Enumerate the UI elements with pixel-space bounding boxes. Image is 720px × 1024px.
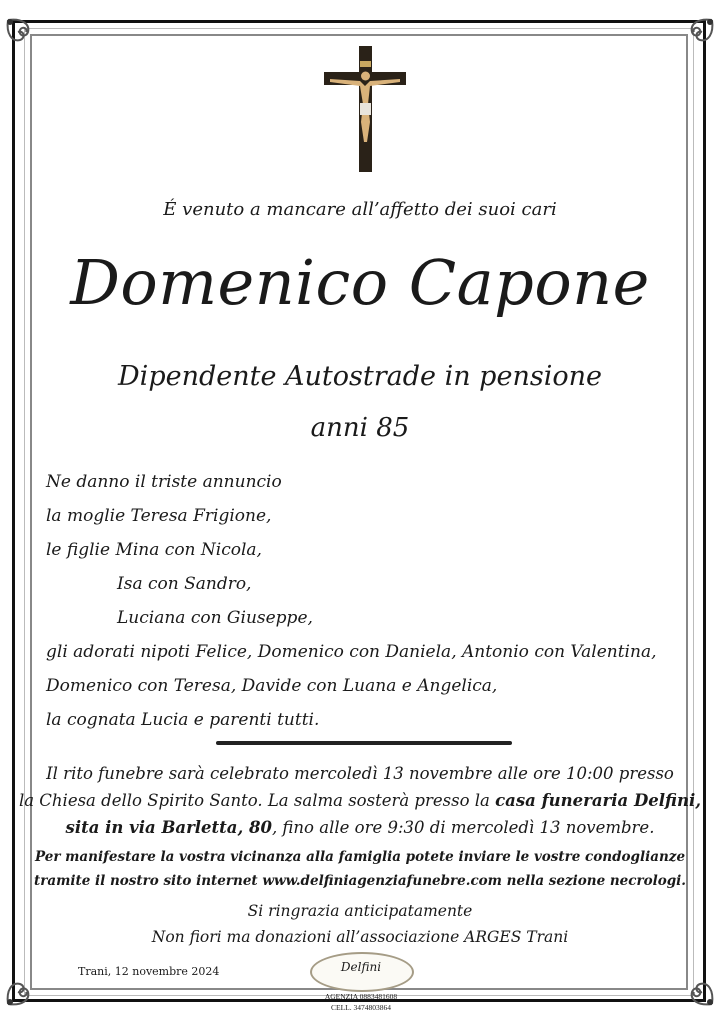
deceased-name: Domenico Capone bbox=[70, 246, 650, 319]
announcement-line: la cognata Lucia e parenti tutti. bbox=[46, 710, 320, 730]
logo-text: Delfini bbox=[340, 960, 382, 974]
corner-ornament-icon bbox=[668, 960, 718, 1010]
condolences-line: tramite il nostro sito internet www.delfiniagenziafunebre.com nella sezione necrologi. bbox=[33, 873, 687, 889]
announcement-line: Luciana con Giuseppe, bbox=[117, 608, 313, 628]
funeral-home-name: casa funeraria Delfini, bbox=[495, 791, 702, 810]
announcement-line: le figlie Mina con Nicola, bbox=[46, 540, 262, 560]
corner-ornament-icon bbox=[2, 960, 52, 1010]
intro-text: É venuto a mancare all’affetto dei suoi cari bbox=[163, 199, 557, 220]
funeral-info-text: , fino alle ore 9:30 di mercoledì 13 novembre. bbox=[271, 818, 655, 837]
corner-ornament-icon bbox=[668, 14, 718, 64]
announcement-line: Ne danno il triste annuncio bbox=[46, 472, 282, 492]
crucifix-icon bbox=[320, 46, 410, 172]
announcement-line: la moglie Teresa Frigione, bbox=[46, 506, 272, 526]
donation-text: Non fiori ma donazioni all’associazione ARGES Trani bbox=[151, 928, 569, 946]
funeral-info-line bbox=[0, 791, 720, 810]
funeral-info-text: la Chiesa dello Spirito Santo. La salma sosterà presso la bbox=[18, 791, 496, 810]
thanks-text: Si ringrazia anticipatamente bbox=[247, 902, 473, 920]
place-date: Trani, 12 novembre 2024 bbox=[78, 965, 220, 978]
announcement-line: Domenico con Teresa, Davide con Luana e Angelica, bbox=[46, 676, 498, 696]
announcement-line: gli adorati nipoti Felice, Domenico con Daniela, Antonio con Valentina, bbox=[46, 642, 657, 662]
agency-cell: CELL. 3474803864 bbox=[331, 1003, 391, 1012]
funeral-info-line: Il rito funebre sarà celebrato mercoledì 13 novembre alle ore 10:00 presso bbox=[46, 764, 674, 783]
agency-phone: AGENZIA 0883481608 bbox=[324, 992, 398, 1001]
corner-ornament-icon bbox=[2, 14, 52, 64]
divider bbox=[216, 741, 512, 745]
agency-logo bbox=[310, 952, 412, 1018]
deceased-age: anni 85 bbox=[310, 413, 410, 443]
condolences-line: Per manifestare la vostra vicinanza alla famiglia potete inviare le vostre condoglianze bbox=[34, 849, 686, 865]
deceased-role: Dipendente Autostrade in pensione bbox=[118, 361, 602, 392]
funeral-info-line bbox=[0, 818, 720, 837]
announcement-line: Isa con Sandro, bbox=[117, 574, 252, 594]
funeral-home-address: sita in via Barletta, 80 bbox=[65, 818, 272, 837]
